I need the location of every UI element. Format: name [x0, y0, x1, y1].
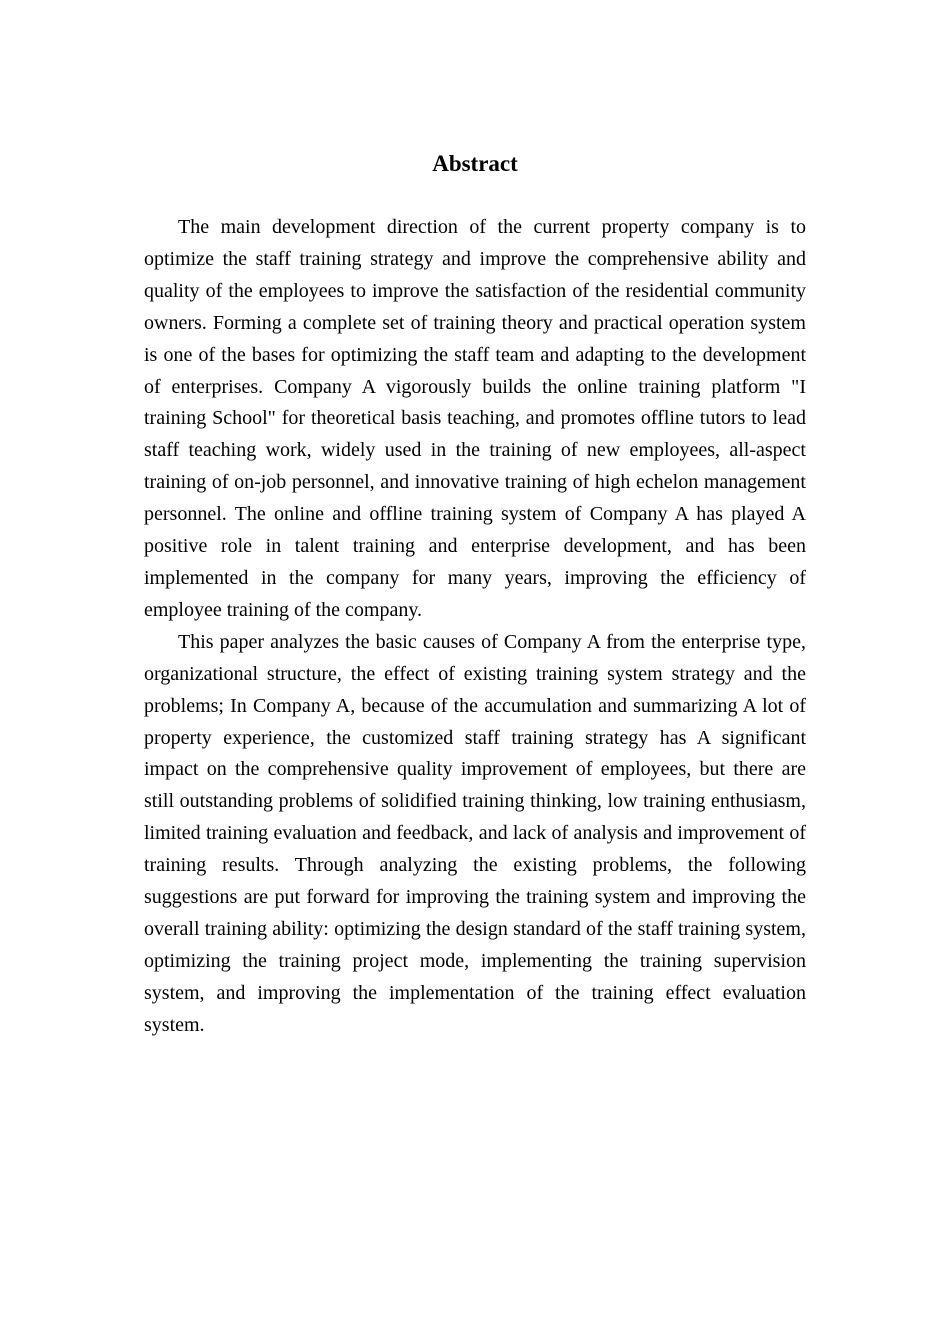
abstract-body	[144, 212, 806, 1042]
page-title: Abstract	[432, 151, 518, 176]
abstract-paragraph-2: This paper analyzes the basic causes of Company A from the enterprise type, organizational structure, the effect of existing training system strategy and the problems; In Company A, because of the accumulation and summarizing A lot of property experience, the customized staff training strategy has A significant impact on the comprehensive quality improvement of employees, but there are still outstanding problems of solidified training thinking, low training enthusiasm, limited training evaluation and feedback, and lack of analysis and improvement of training results. Through analyzing the existing problems, the following suggestions are put forward for improving the training system and improving the overall training ability: optimizing the design standard of the staff training system, optimizing the training project mode, implementing the training supervision system, and improving the implementation of the training effect evaluation system.	[144, 630, 806, 1036]
abstract-paragraph-1: The main development direction of the current property company is to optimize the staff training strategy and improve the comprehensive ability and quality of the employees to improve the satisfaction of the residential community owners. Forming a complete set of training theory and practical operation system is one of the bases for optimizing the staff team and adapting to the development of enterprises. Company A vigorously builds the online training platform "I training School" for theoretical basis teaching, and promotes offline tutors to lead staff teaching work, widely used in the training of new employees, all-aspect training of on-job personnel, and innovative training of high echelon management personnel. The online and offline training system of Company A has played A positive role in talent training and enterprise development, and has been implemented in the company for many years, improving the efficiency of employee training of the company.	[144, 216, 806, 621]
